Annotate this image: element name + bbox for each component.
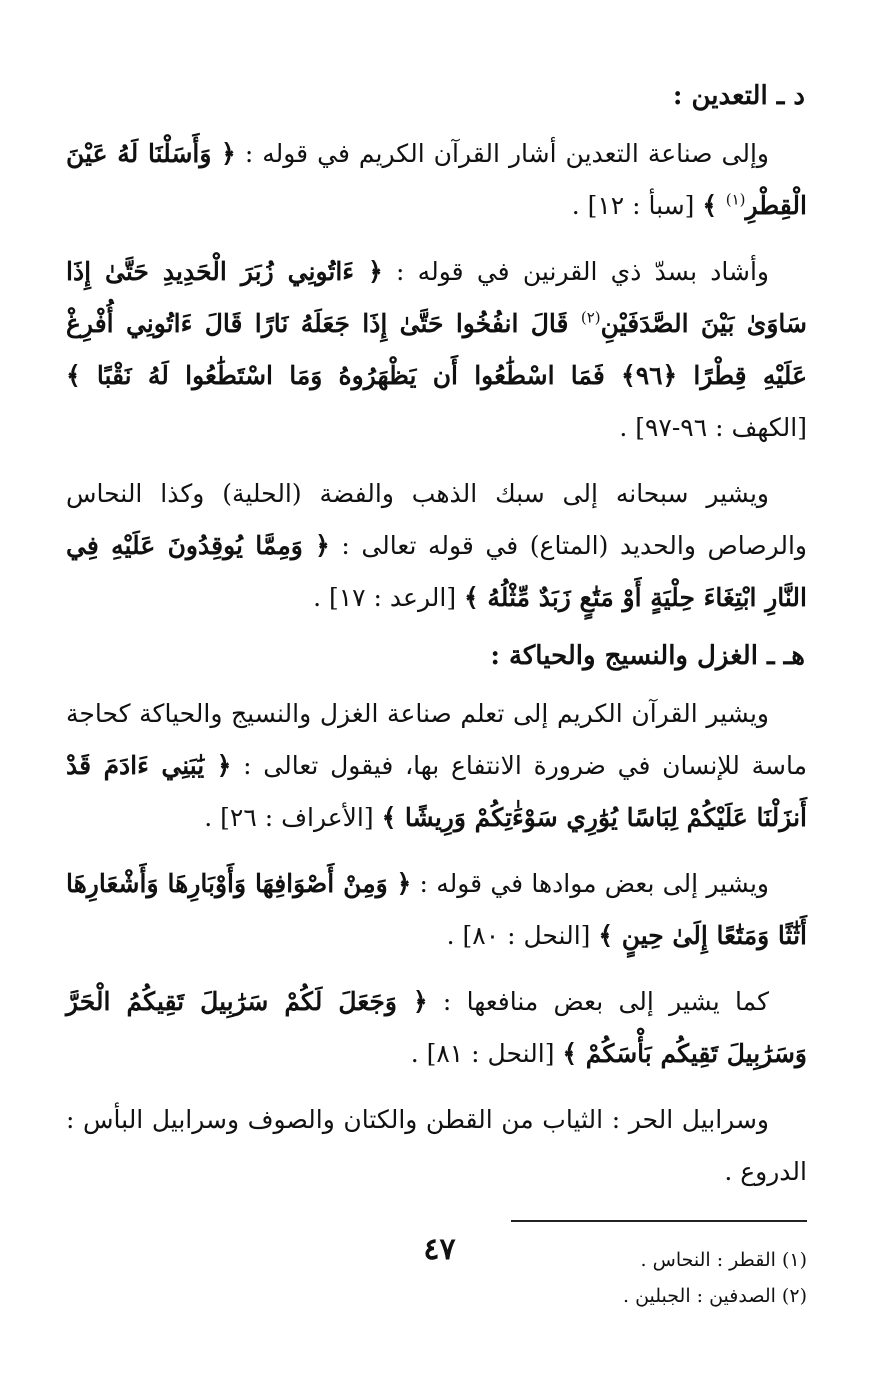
paragraph-text: كما يشير إلى بعض منافعها : [427,987,769,1016]
page-number: ٤٧ [423,1232,456,1267]
verse-reference: [سبأ : ١٢] . [571,191,703,220]
paragraph-text: وسرابيل الحر : الثياب من القطن والكتان والصوف وسرابيل البأس : الدروع . [66,1105,807,1186]
verse-reference: [النحل : ٨١] . [410,1039,563,1068]
quran-verse: ﴿ وَجَعَلَ لَكُمْ سَرَٰبِيلَ تَقِيكُمُ الْحَرَّ وَسَرَٰبِيلَ تَقِيكُم بَأْسَكُمْ ﴾ [66,987,807,1068]
paragraph [66,128,807,232]
quran-verse: ﴿ يَٰبَنِي ءَادَمَ قَدْ أَنزَلْنَا عَلَيْكُمْ لِبَاسًا يُوَٰرِي سَوْءَٰتِكُمْ وَرِيشًا ﴾ [66,751,807,832]
verse-reference: [الرعد : ١٧] . [313,583,465,612]
footnote: (١) القطر : النحاس . [640,1249,807,1271]
paragraph-text: ويشير سبحانه إلى سبك الذهب والفضة (الحلية) وكذا النحاس والرصاص والحديد (المتاع) في قوله تعالى : [66,479,807,560]
quran-verse: ﴿ ءَاتُونِي زُبَرَ الْحَدِيدِ حَتَّىٰ إِذَا سَاوَىٰ بَيْنَ الصَّدَفَيْنِ [66,257,807,338]
paragraph [66,688,807,844]
paragraph [66,858,807,962]
footnote-marker: (١) [725,190,746,209]
footnote-divider [511,1220,807,1222]
section-heading-mining: د ـ التعدين : [672,81,805,111]
paragraph [66,976,807,1080]
footnote-marker: (٢) [580,308,601,327]
paragraph-text: وأشاد بسدّ ذي القرنين في قوله : [382,257,770,286]
verse-reference: [الأعراف : ٢٦] . [204,803,382,832]
verse-reference: [الكهف : ٩٦-٩٧] . [619,413,807,442]
paragraph [66,1094,807,1198]
verse-reference: [النحل : ٨٠] . [446,921,599,950]
quran-verse: ﴿ وَمِنْ أَصْوَافِهَا وَأَوْبَارِهَا وَأَشْعَارِهَا أَثَٰثًا وَمَتَٰعًا إِلَىٰ حِينٍ ﴾ [66,869,807,950]
paragraph [66,246,807,454]
paragraph-text: ويشير القرآن الكريم إلى تعلم صناعة الغزل والنسيج والحياكة كحاجة ماسة للإنسان في ضرورة الانتفاع بها، فيقول تعالى : [66,699,807,780]
footnote: (٢) الصدفين : الجبلين . [622,1285,807,1307]
section-heading-weaving: هـ ـ الغزل والنسيج والحياكة : [490,641,805,671]
paragraph-text: وإلى صناعة التعدين أشار القرآن الكريم في قوله : [235,139,769,168]
paragraph-text: ويشير إلى بعض موادها في قوله : [411,869,769,898]
paragraph [66,468,807,624]
quran-verse: ﴿ وَمِمَّا يُوقِدُونَ عَلَيْهِ فِي النَّارِ ابْتِغَاءَ حِلْيَةٍ أَوْ مَتَٰعٍ زَبَدٌ مِّثْلُهُ ﴾ [66,531,807,612]
quran-verse-continued: قَالَ انفُخُوا حَتَّىٰ إِذَا جَعَلَهُ نَارًا قَالَ ءَاتُونِي أُفْرِغْ عَلَيْهِ قِطْرًا ﴿٩٦﴾ فَمَا اسْطَٰعُوا أَن يَظْهَرُوهُ وَمَا اسْتَطَٰعُوا لَهُ نَقْبًا ﴾ [66,309,807,390]
quran-verse: ﴿ وَأَسَلْنَا لَهُ عَيْنَ الْقِطْرِ [66,139,807,220]
quran-verse-close: ﴾ [702,191,726,220]
